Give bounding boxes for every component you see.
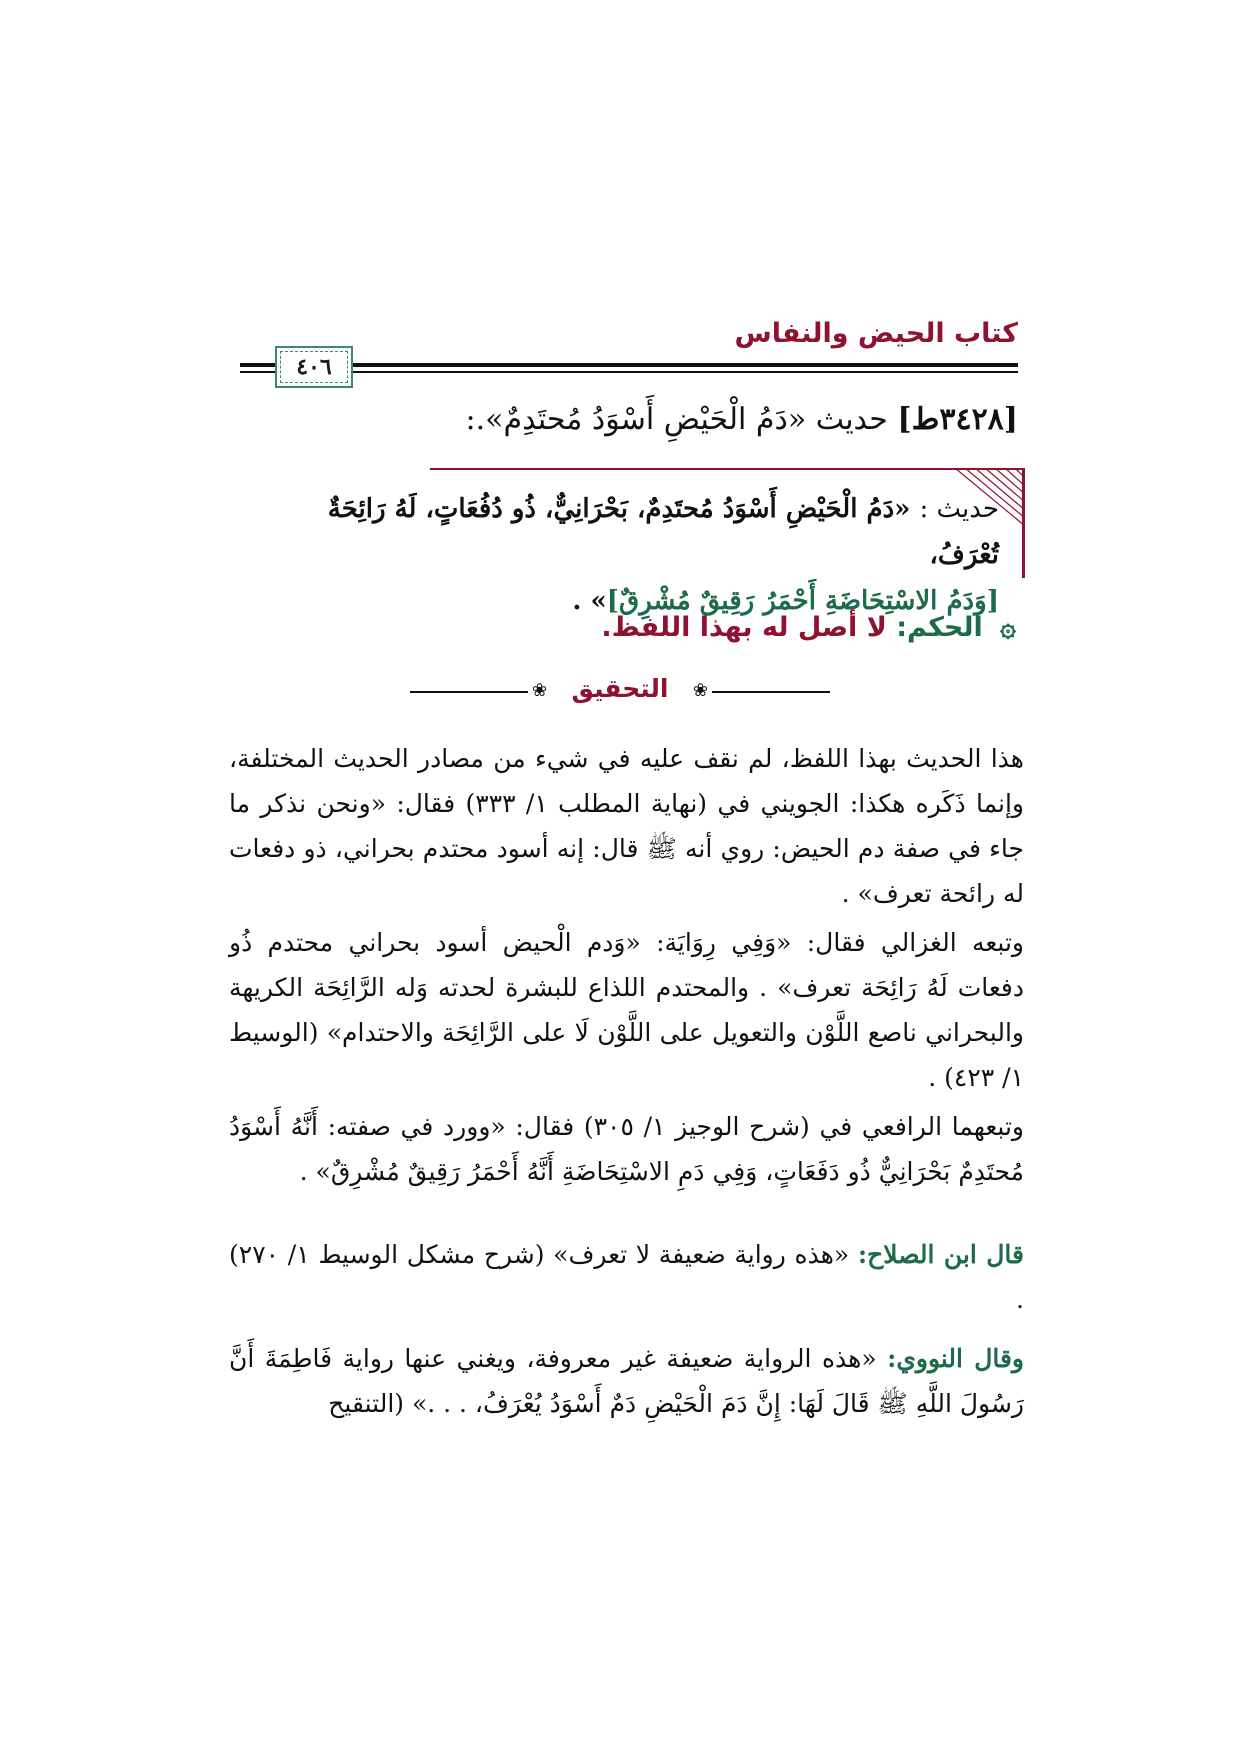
page-number-frame: [275, 346, 353, 388]
hadith-lead: حديث :: [919, 494, 999, 524]
speaker-ibn-salah: قال ابن الصلاح:: [857, 1240, 1024, 1269]
hadith-text: [259, 486, 999, 624]
speaker-nawawi: وقال النووي:: [887, 1344, 1024, 1373]
paragraph-5-text: «هذه الرواية ضعيفة غير معروفة، ويغني عنها رواية فَاطِمَةَ أَنَّ رَسُولَ اللَّهِ ﷺ قَالَ لَهَا: إِنَّ دَمَ الْحَيْضِ دَمٌ أَسْوَدُ يُعْرَفُ، . . .» (التنقيح: [229, 1344, 1024, 1418]
hadith-closing: » .: [572, 586, 607, 616]
paragraph-3: وتبعهما الرافعي في (شرح الوجيز ١/ ٣٠٥) فقال: «وورد في صفته: أَنَّهُ أَسْوَدُ مُحتَدِمٌ بَحْرَانِيٌّ ذُو دَفَعَاتٍ، وَفِي دَمِ الاسْتِحَاضَةِ أَنَّهُ أَحْمَرُ رَقِيقٌ مُشْرِقٌ» .: [229, 1112, 1024, 1186]
page-number: ٤٠٦: [296, 354, 332, 380]
hadith-frame-top: [430, 468, 1025, 470]
running-title: كتاب الحيض والنفاس: [734, 318, 1018, 349]
header-rule-thick: [240, 363, 1018, 367]
paragraph-4: [229, 1232, 1024, 1322]
divider-ornament-left-icon: ❀: [532, 680, 548, 701]
ruling-label: الحكم:: [896, 612, 983, 643]
paragraph-4-text: «هذه رواية ضعيفة لا تعرف» (شرح مشكل الوسيط ١/ ٢٧٠) .: [229, 1240, 1024, 1314]
page-header: [240, 318, 1018, 390]
paragraph-5: [229, 1336, 1024, 1426]
hadith-body: «دَمُ الْحَيْضِ أَسْوَدُ مُحتَدِمٌ، بَحْرَانِيٌّ، ذُو دُفُعَاتٍ، لَهُ رَائِحَةٌ تُعْرَفُ،: [327, 494, 999, 570]
entry-heading: [228, 402, 1018, 437]
divider-ornament-right-icon: ❀: [692, 680, 708, 701]
flower-icon: ۞: [1000, 612, 1016, 643]
hadith-box: [240, 468, 1025, 616]
entry-reference: [٣٤٢٨ط]: [897, 402, 1018, 437]
paragraph-2: وتبعه الغزالي فقال: «وَفِي رِوَايَة: «وَدم الْحيض أسود بحراني محتدم ذُو دفعات لَهُ رَائِحَة تعرف» . والمحتدم اللذاع للبشرة لحدته وَله الرَّائِحَة الكريهة والبحراني ناصع اللَّوْن والتعويل على اللَّوْن لَا على الرَّائِحَة والاحتدام» (الوسيط ١/ ٤٢٣) .: [229, 928, 1024, 1092]
hadith-bracket-text: [وَدَمُ الاسْتِحَاضَةِ أَحْمَرُ رَقِيقٌ مُشْرِقٌ]: [606, 586, 999, 616]
header-rule-thin: [240, 371, 1018, 373]
ruling-value: لا أصل له بهذا اللفظ.: [601, 612, 887, 643]
paragraph-1: هذا الحديث بهذا اللفظ، لم نقف عليه في شيء من مصادر الحديث المختلفة، وإنما ذَكَره هكذا: الجويني في (نهاية المطلب ١/ ٣٣٣) فقال: «ونحن نذكر ما جاء في صفة دم الحيض: روي أنه ﷺ قال: إنه أسود محتدم بحراني، ذو دفعات له رائحة تعرف» .: [229, 744, 1024, 908]
verification-divider: [410, 674, 830, 708]
ruling: [236, 612, 1016, 643]
entry-title: حديث «دَمُ الْحَيْضِ أَسْوَدُ مُحتَدِمٌ».:: [465, 402, 888, 437]
verification-title: التحقيق: [571, 674, 669, 703]
